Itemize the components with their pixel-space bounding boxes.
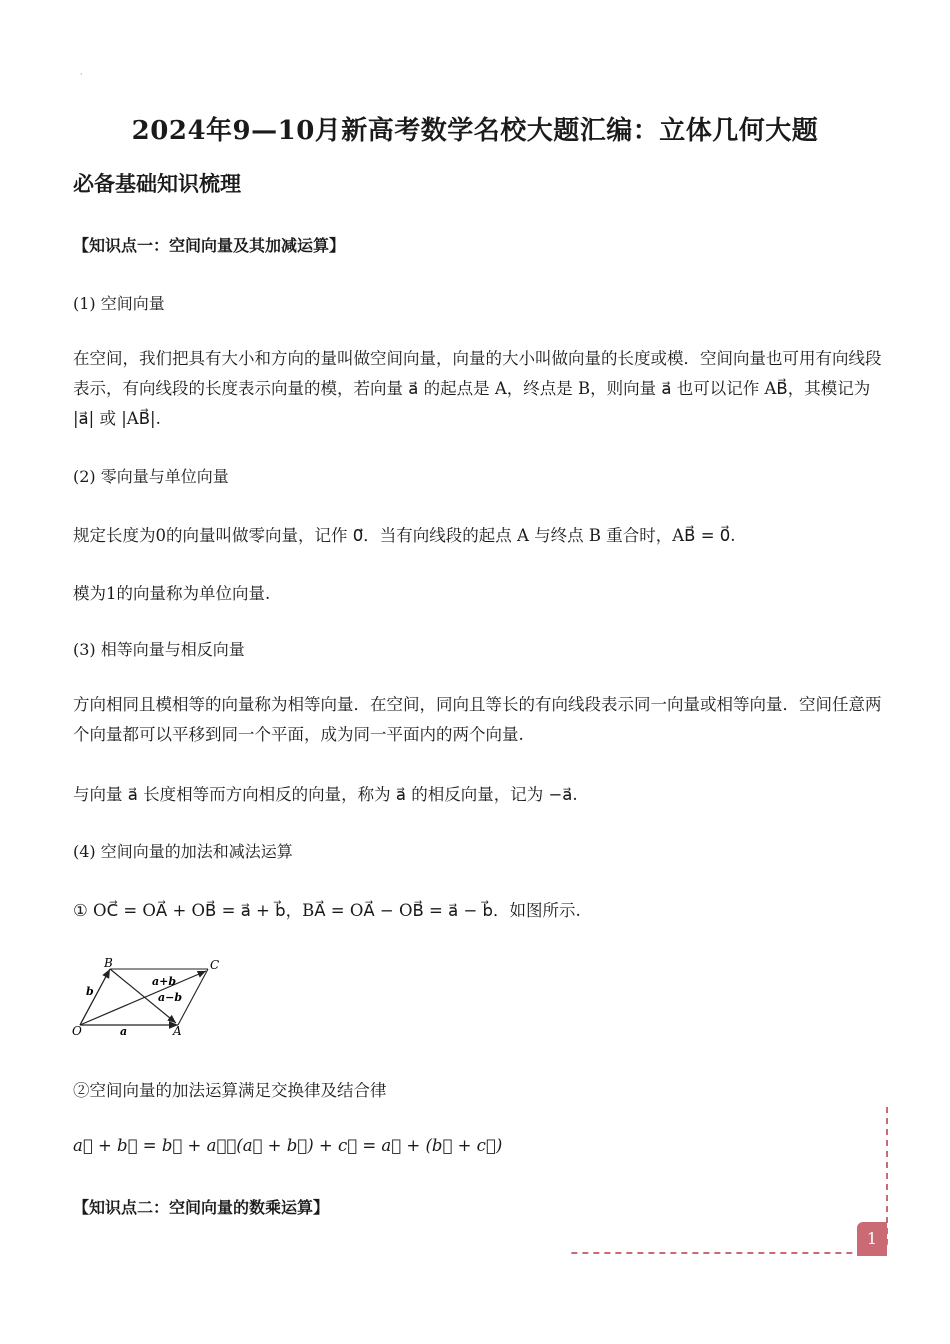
point-label-b: B (104, 956, 113, 970)
subsection-1-heading: (1) 空间向量 (73, 294, 165, 313)
vector-label-a-minus-b: a−b (158, 991, 183, 1004)
subsection-3-heading: (3) 相等向量与相反向量 (73, 640, 245, 659)
point-label-o: O (72, 1024, 82, 1038)
section-heading: 必备基础知识梳理 (73, 171, 241, 196)
document-title: 2024年9—10月新高考数学名校大题汇编：立体几何大题 (131, 116, 819, 146)
associative-law-formula: a⃗ + b⃗ = b⃗ + a⃗，(a⃗ + b⃗) + c⃗ = a⃗ + (b⃗ + c⃗) (73, 1136, 503, 1155)
subsection-3-text-1: 方向相同且模相等的向量称为相等向量．在空间，同向且等长的有向线段表示同一向量或相等向量．空间任意两个向量都可以平移到同一个平面，成为同一平面内的两个向量. (73, 695, 882, 744)
vector-b-line (80, 969, 110, 1025)
vector-a-plus-b-line (80, 971, 206, 1025)
knowledge-point-2-heading: 【知识点二：空间向量的数乘运算】 (73, 1198, 330, 1217)
point-label-a: A (173, 1024, 182, 1038)
subsection-2-text-2: 模为1的向量称为单位向量. (73, 584, 271, 603)
subsection-4-item-2: ②空间向量的加法运算满足交换律及结合律 (73, 1081, 387, 1100)
stray-mark: · (80, 70, 83, 79)
page-corner-dashed-border (565, 1105, 895, 1255)
knowledge-point-1-heading: 【知识点一：空间向量及其加减运算】 (73, 236, 346, 255)
subsection-2-text-1: 规定长度为0的向量叫做零向量，记作 0⃗．当有向线段的起点 A 与终点 B 重合时，AB⃗ = 0⃗. (73, 526, 736, 545)
subsection-2-heading: (2) 零向量与单位向量 (73, 467, 229, 486)
vector-label-b: b (86, 985, 94, 998)
point-label-c: C (210, 958, 220, 972)
subsection-3-text-2: 与向量 a⃗ 长度相等而方向相反的向量，称为 a⃗ 的相反向量，记为 −a⃗. (73, 785, 578, 804)
subsection-1-text: 在空间，我们把具有大小和方向的量叫做空间向量，向量的大小叫做向量的长度或模．空间向量也可用有向线段表示，有向线段的长度表示向量的模，若向量 a⃗ 的起点是 A，终点是 B，则向量 a⃗ 也可以记作 AB⃗，其模记为 |a⃗| 或 |AB⃗|. (73, 349, 882, 428)
vector-label-a-plus-b: a+b (152, 975, 177, 988)
vector-parallelogram-figure (70, 955, 235, 1040)
subsection-4-item-1: ① OC⃗ = OA⃗ + OB⃗ = a⃗ + b⃗，BA⃗ = OA⃗ − OB⃗ = a⃗ − b⃗．如图所示. (73, 901, 581, 920)
side-ac-line (178, 969, 208, 1025)
vector-label-a: a (120, 1025, 128, 1038)
subsection-4-heading: (4) 空间向量的加法和减法运算 (73, 842, 293, 861)
page-number-badge: 1 (857, 1222, 887, 1256)
